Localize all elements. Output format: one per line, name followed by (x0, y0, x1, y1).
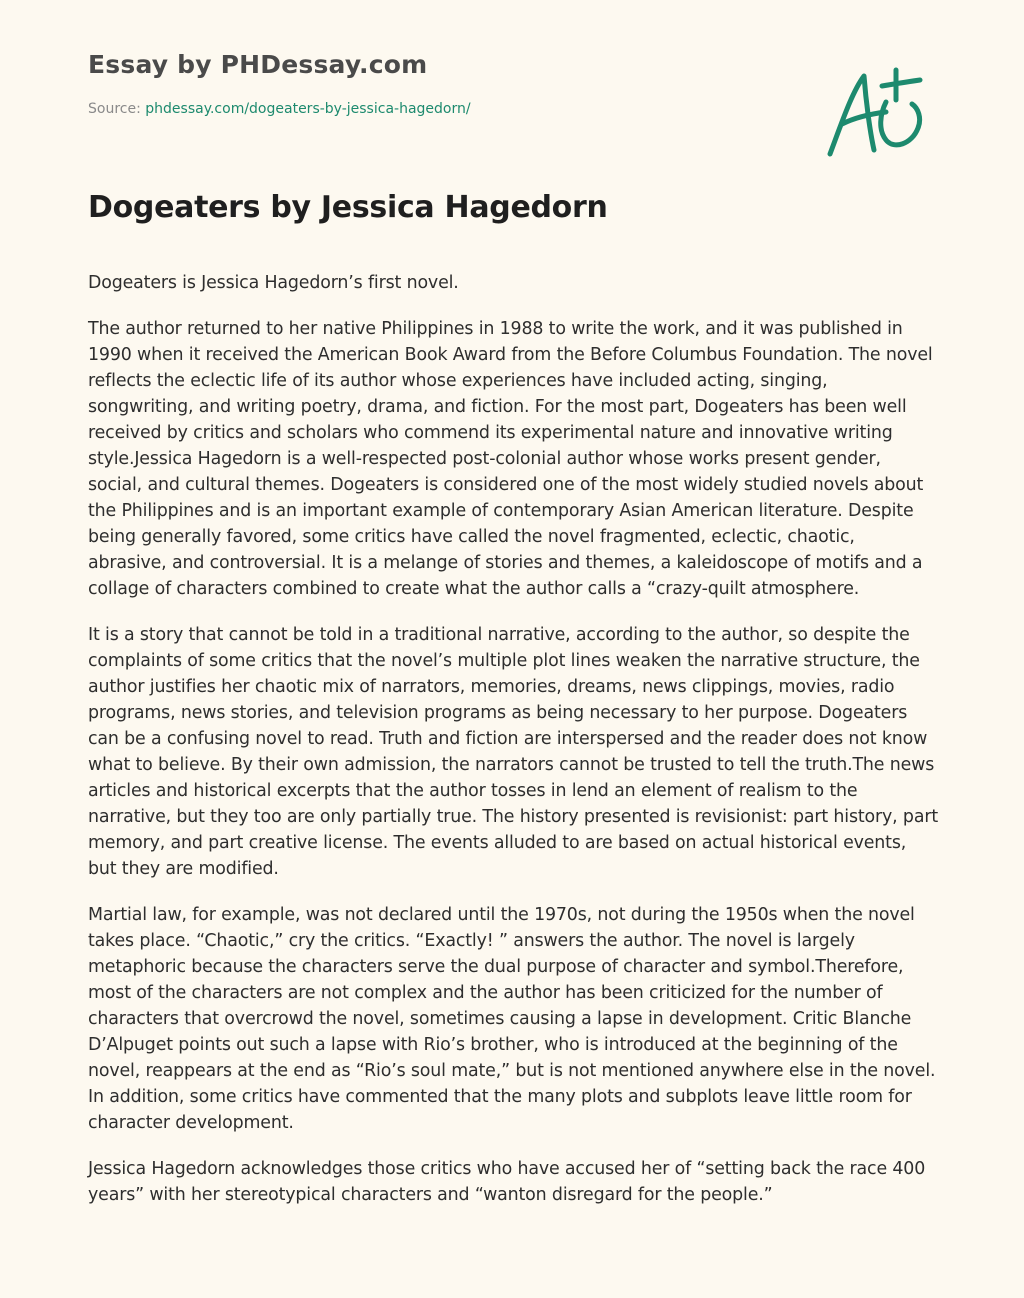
essay-paragraph: Dogeaters is Jessica Hagedorn’s first novel. (88, 273, 459, 293)
source-line (88, 101, 471, 117)
a-plus-logo-icon (820, 62, 930, 162)
essay-paragraph: Jessica Hagedorn acknowledges those critics who have accused her of “setting back the race 400 years” with her stereotypical characters and “wanton disregard for the people.” (88, 1159, 926, 1205)
essay-paragraph: Martial law, for example, was not declared until the 1970s, not during the 1950s when the novel takes place. “Chaotic,” cry the critics. “Exactly! ” answers the author. The novel is largely metaphoric because the characters serve the dual purpose of character and symbol.Therefore, most of the characters are not complex and the author has been criticized for the number of characters that overcrowd the novel, sometimes causing a lapse in development. Critic Blanche D’Alpuget points out such a lapse with Rio’s brother, who is introduced at the beginning of the novel, reappears at the end as “Rio’s soul mate,” but is not mentioned anywhere else in the novel. In addition, some critics have commented that the many plots and subplots leave little room for character development. (88, 905, 936, 1133)
essay-paragraph: The author returned to her native Philippines in 1988 to write the work, and it was published in 1990 when it received the American Book Award from the Before Columbus Foundation. The novel reflects the eclectic life of its author whose experiences have included acting, singing, songwriting, and writing poetry, drama, and fiction. For the most part, Dogeaters has been well received by critics and scholars who commend its experimental nature and innovative writing style.Jessica Hagedorn is a well-respected post-colonial author whose works present gender, social, and cultural themes. Dogeaters is considered one of the most widely studied novels about the Philippines and is an important example of contemporary Asian American literature. Despite being generally favored, some critics have called the novel fragmented, eclectic, chaotic, abrasive, and controversial. It is a melange of stories and themes, a kaleidoscope of motifs and a collage of characters combined to create what the author calls a “crazy-quilt atmosphere. (88, 319, 933, 599)
source-label: Source: (88, 101, 146, 117)
source-link[interactable]: phdessay.com/dogeaters-by-jessica-hagedorn/ (145, 101, 471, 117)
site-brand[interactable]: Essay by PHDessay.com (88, 50, 428, 79)
essay-paragraph: It is a story that cannot be told in a traditional narrative, according to the author, so despite the complaints of some critics that the novel’s multiple plot lines weaken the narrative structure, the author justifies her chaotic mix of narrators, memories, dreams, news clippings, movies, radio programs, news stories, and television programs as being necessary to her purpose. Dogeaters can be a confusing novel to read. Truth and fiction are interspersed and the reader does not know what to believe. By their own admission, the narrators cannot be trusted to tell the truth.The news articles and historical excerpts that the author tosses in lend an element of realism to the narrative, but they too are only partially true. The history presented is revisionist: part history, part memory, and part creative license. The events alluded to are based on actual historical events, but they are modified. (88, 625, 938, 879)
essay-body (88, 270, 938, 1228)
essay-title: Dogeaters by Jessica Hagedorn (88, 190, 608, 225)
